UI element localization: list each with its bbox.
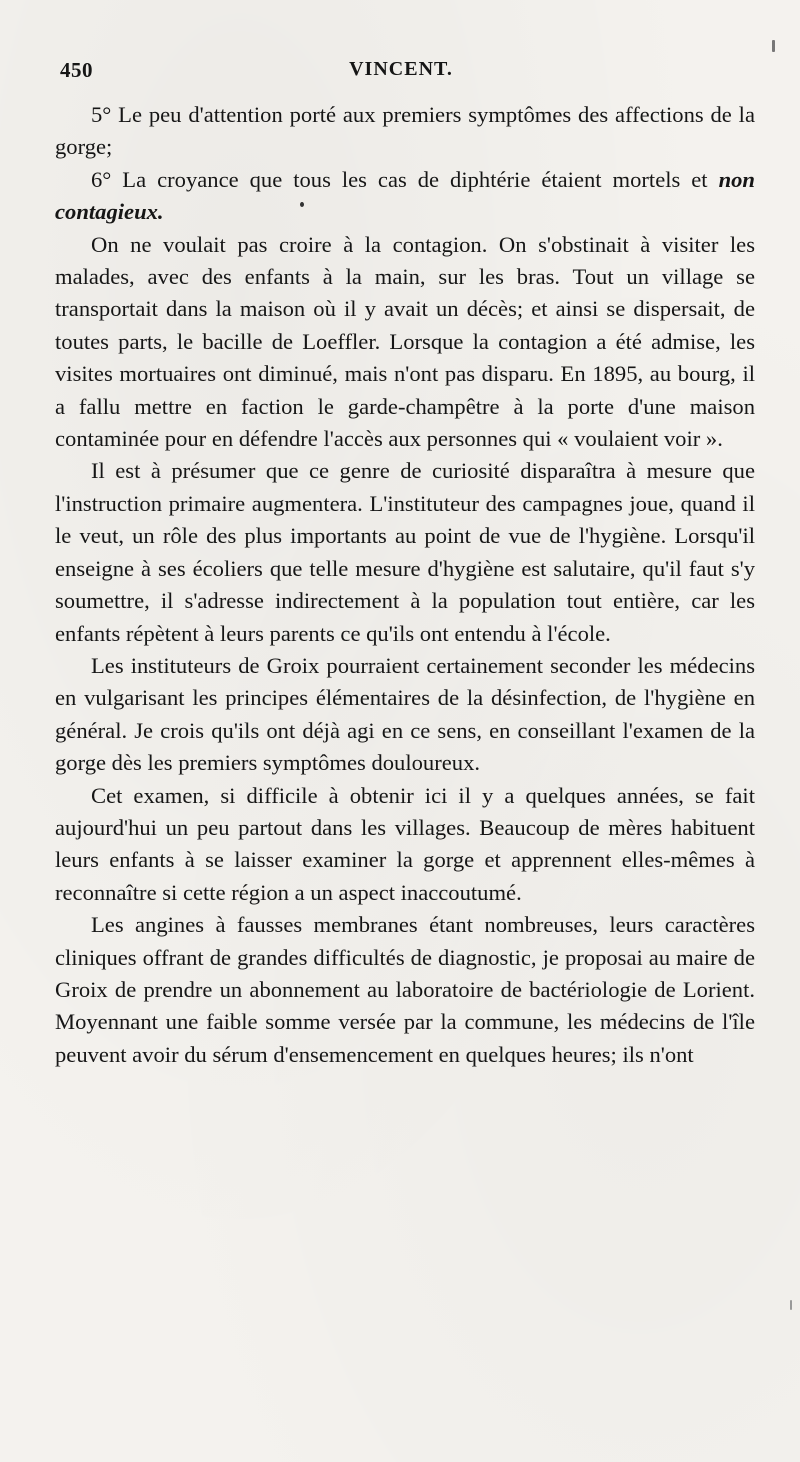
paragraph-angines: Les angines à fausses membranes étant nombreuses, leurs caractères cliniques offrant de grandes difficultés de diagnostic, je proposai au maire de Groix de prendre un abonnement au laboratoire de bactériologie de Lorient. Moyennant une faible somme versée par la commune, les médecins de l'île peuvent avoir du sérum d'ensemencement en quelques heures; ils n'ont (55, 912, 755, 1067)
running-head: VINCENT. (349, 58, 453, 80)
paragraph-text: 6° La croyance que tous les cas de diphtérie étaient mortels et (91, 166, 719, 192)
body-text (55, 99, 755, 1071)
paper-speck (790, 1300, 792, 1310)
paper-speck (772, 40, 775, 52)
paragraph-list-item-5: 5° Le peu d'attention porté aux premiers symptômes des affections de la gorge; (55, 102, 755, 160)
page-header (60, 58, 742, 88)
paragraph-examen: Cet examen, si difficile à obtenir ici il y a quelques années, se fait aujourd'hui un peu partout dans les villages. Beaucoup de mères habituent leurs enfants à se laisser examiner la gorge et apprennent elles-mêmes à reconnaître si cette région a un aspect inaccoutumé. (55, 782, 755, 905)
paragraph-instruction: Il est à présumer que ce genre de curiosité disparaîtra à mesure que l'instruction primaire augmentera. L'instituteur des campagnes joue, quand il le veut, un rôle des plus importants au point de vue de l'hygiène. Lorsqu'il enseigne à ses écoliers que telle mesure d'hygiène est salutaire, qu'il faut s'y soumettre, il s'adresse indirectement à la population tout entière, car les enfants répètent à leurs parents ce qu'ils ont entendu à l'école. (55, 458, 755, 646)
emphasis-text: non contagieux. (55, 166, 755, 225)
paragraph-contagion: On ne voulait pas croire à la contagion. On s'obstinait à visiter les malades, avec des enfants à la main, sur les bras. Tout un village se transportait dans la maison où il y avait un décès; et ainsi se dispersait, de toutes parts, le bacille de Loeffler. Lorsque la contagion a été admise, les visites mortuaires ont diminué, mais n'ont pas disparu. En 1895, au bourg, il a fallu mettre en faction le garde-champêtre à la porte d'une maison contaminée pour en défendre l'accès aux personnes qui « voulaient voir ». (55, 231, 755, 452)
paper-speck (300, 202, 304, 207)
page-number: 450 (60, 58, 93, 82)
paragraph-instituteurs: Les instituteurs de Groix pourraient certainement seconder les médecins en vulgarisant les principes élémentaires de la désinfection, de l'hygiène en général. Je crois qu'ils ont déjà agi en ce sens, en conseillant l'examen de la gorge dès les premiers symptômes douloureux. (55, 652, 755, 776)
paragraph-list-item-6 (55, 164, 755, 229)
